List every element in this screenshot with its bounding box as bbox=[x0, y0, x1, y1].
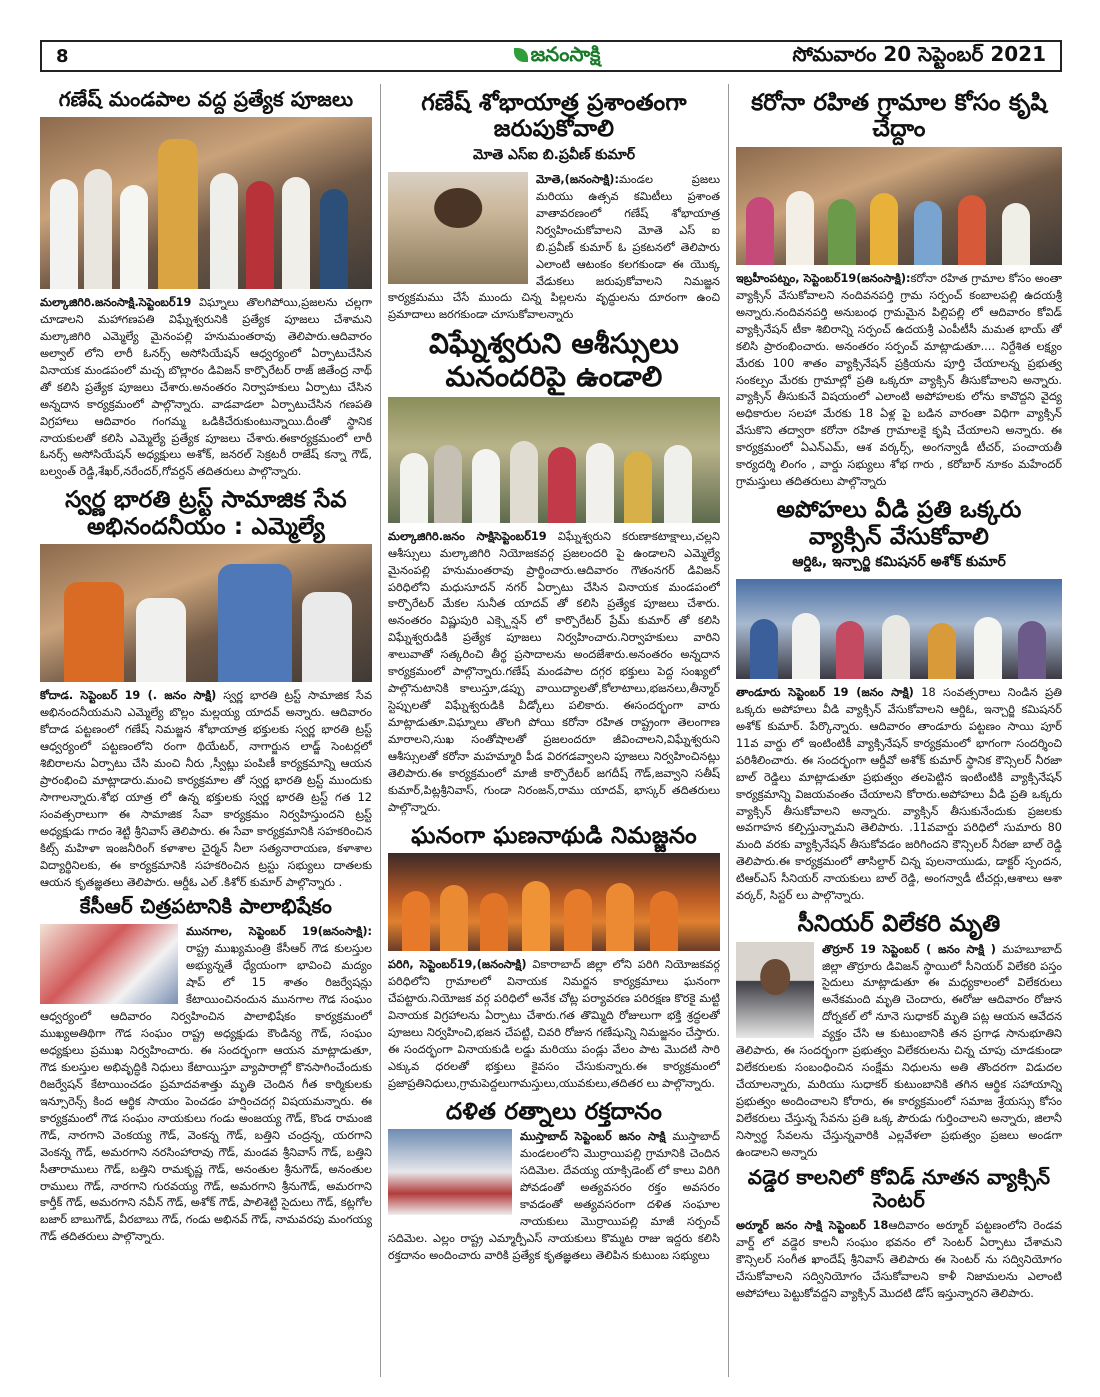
headline: కరోనా రహిత గ్రామాల కోసం కృషి చేద్దాం bbox=[751, 90, 1047, 143]
paper-logo bbox=[482, 42, 632, 71]
article-swarna-bharathi-trust bbox=[40, 487, 372, 891]
article-body: అర్మూర్ జనం సాక్షి సెప్టెంబర్ 18ఆదివారం అర్మూర్ పట్టణంలోని రెండవ వార్డ్ లో వడ్డెర కాలనీ సంఘం భవనం లో సెంటర్ ఏర్పాటు చేశామని కౌన్సిలర్ సంగీత ఖాందేష్ శ్రీనివాస్ తెలిపారు ఈ సెంటర్ ను సద్వినియోగం చేసుకోవాలని సద్వినియోగం చేసుకోవాలని కాళీ నిజామలను ఎలాంటి అపోహాలు పెట్టుకోవద్దని వ్యాక్సిన్ మొదటి డోస్ ఇస్తున్నారని తెలిపారు. bbox=[736, 1218, 1062, 1300]
column-2 bbox=[388, 84, 720, 1377]
headline: విఘ్నేశ్వరుని ఆశీస్సులు మనందరిపై ఉండాలి bbox=[428, 327, 679, 393]
article-vaccine-without-doubts bbox=[736, 497, 1062, 905]
article-corona-free-villages bbox=[736, 90, 1062, 491]
column-3 bbox=[736, 84, 1062, 1377]
headline: వడ్డెర కాలనిలో కోవిడ్ నూతన వ్యాక్సిన్ సెంటర్ bbox=[747, 1164, 1051, 1212]
article-body: కోదాడ. సెప్టెంబర్ 19 (. జనం సాక్షి) స్వర్ణ భారతి ట్రస్ట్ సామాజిక సేవ అభినందనీయమని ఎమ్మెల్యే బొల్లం మల్లయ్య యాదవ్ అన్నారు. ఆదివారం కోదాడ పట్టణంలో గణేష్ నిమజ్జన శోభాయాత్ర భక్తులకు స్వర్ణ భారతి ట్రస్ట్ ఆధ్వర్యంలో పట్టణంలోని రంగా థియేటర్, నాగార్జున లాడ్జ్ సెంటర్లలో శిబిరాలను ఏర్పాటు చేసి మంచి నీరు ,స్వీట్లు పంపిణీ కార్యక్రమాన్ని ఆయన ప్రారంభించి మాట్లాడారు.మంచి కార్యక్రమాల తో స్వర్ణ భారతి ట్రస్ట్ ముందుకు సాగాలన్నారు.శోభ యాత్ర లో ఉన్న భక్తులకు స్వర్ణ భారతి ట్రస్ట్ గత 12 సంవత్సరాలుగా ఈ సామాజిక సేవా కార్యక్రమం నిర్వహిస్తుందని ట్రస్ట్ అధ్యక్షుడు గాదం శెట్టి శ్రీనివాస్ తెలిపారు. ఈ సేవా కార్యక్రమానికి సహకరించిన కిట్స్ మహిళా ఇంజనీరింగ్ కళాశాల చైర్మన్ నీలా సత్యనారాయణ, కళాశాల విద్యార్థినిలకు, ఈ కార్యక్రమానికి సహకరించిన ట్రస్టు సభ్యులు దాతలకు ఆయన కృతజ్ఞతలు తెలిపారు. ఆర్డీఓ ఎల్ .కిశోర్ కుమార్ పాల్గొన్నారు . bbox=[40, 689, 372, 889]
headline: కేసీఆర్ చిత్రపటానికి పాలాభిషేకం bbox=[79, 894, 333, 919]
article-blood-donation bbox=[388, 1099, 720, 1265]
article-vaddera-colony-vaccine-center bbox=[736, 1166, 1062, 1303]
leaf-icon bbox=[514, 48, 528, 62]
headline: గణేష్ శోభాయాత్ర ప్రశాంతంగా జరుపుకోవాలి bbox=[421, 90, 687, 143]
article-ganesh-mandapam-pujas bbox=[40, 88, 372, 481]
subheadline: మోతె ఎస్ఐ బి.ప్రవీణ్ కుమార్ bbox=[472, 146, 636, 163]
column-divider bbox=[380, 84, 381, 1377]
photo-kcr-portrait bbox=[40, 924, 178, 1004]
article-body: ముస్తాబాద్ సెప్టెంబర్ జనం సాక్షి ముస్తాబాద్ మండలంలోని మొర్రాయిపల్లి గ్రామానికి చెందిన సదిమెల. దేవయ్య యాక్సిడెంట్ లో కాలు విరిగి పోవడంతో అత్యవసరం రక్తం అవసరం కావడంతో అత్యవసరంగా దళిత సంఘాల నాయకులు మొర్రాయిపల్లి మాజీ సర్పంచ్ సదిమెల. ఎల్లం రాష్ట్ర ఎమ్మార్పీఎస్ నాయకులు కొమ్మట రాజు ఇద్దరు కలిసి రక్తదానం అందించారు వారికి ప్రత్యేక కృతజ్ఞతలు తెలిపిన కుటుంబ సభ్యులు bbox=[388, 1130, 720, 1262]
article-kcr-palabhishekam bbox=[40, 895, 372, 1246]
subheadline: ఆర్డిఓ, ఇన్చార్జి కమిషనర్ అశోక్ కుమార్ bbox=[792, 553, 1006, 570]
article-body: తాండూరు సెప్టెంబర్ 19 (జనం సాక్షి) 18 సంవత్సరాలు నిండిన ప్రతి ఒక్కరు అపోహలు వీడి వ్యాక్సిన్ వేసుకోవాలని ఆర్డిఓ, ఇన్చార్జి కమిషనర్ అశోక్ కుమార్. పేర్కొన్నారు. ఆదివారం తాండూరు పట్టణం సాయి పూర్ 11వ వార్డు లో ఇంటింటికీ వ్యాక్సినేషన్ కార్యక్రమంలో భాగంగా సందర్శించి పరిశీలించారు. ఈ సందర్భంగా ఆర్డీవో అశోక్ కుమార్ స్థానిక కౌన్సిలర్ నీరజా బాల్ రెడ్డిలు మాట్లాడుతూ ప్రభుత్వం తలపెట్టిన ఇంటింటికి వ్యాక్సినేషన్ కార్యక్రమాన్ని విజయవంతం చేయాలని కోరారు.అపోహలు వీడి ప్రతి ఒక్కరు వ్యాక్సిన్ తీసుకోవాలని అన్నారు. వ్యాక్సిన్ తీసుకునేందుకు ప్రజలకు అవగాహన కల్పిస్తున్నామని తెలిపారు. .11వవార్డు పరిధిలో సుమారు 80 మంది వరకు వ్యాక్సినేషన్ తీసుకోవడం జరిగిందని కౌన్సిలర్ నీరజా బాల్ రెడ్డి తెలిపారు.ఈ కార్యక్రమంలో తాసిల్దార్ చిన్న పులనాయుడు, డాక్టర్ స్పందన, టిఆర్ఎస్ సీనియర్ నాయకులు బాల్ రెడ్డి, అంగన్వాడీ టీచర్లు,ఆశాలు ఆశా వర్కర్, సిస్టర్ లు పాల్గొన్నారు. bbox=[736, 685, 1062, 903]
photo-blood-donation bbox=[388, 1129, 512, 1215]
headline: ఘనంగా ఘణనాథుడి నిమజ్జనం bbox=[411, 822, 697, 849]
issue-date: సోమవారం 20 సెప్టెంబర్ 2021 bbox=[792, 41, 1046, 66]
article-vighneshwara-blessings bbox=[388, 328, 720, 816]
column-divider bbox=[728, 84, 729, 1377]
article-body: మునగాల, సెప్టెంబర్ 19(జనంసాక్షి): రాష్ట్ర ముఖ్యమంత్రి కేసీఆర్ గౌడ కులస్తుల అభ్యున్నతే ధ్యేయంగా భావించి మద్యం షాప్ లో 15 శాతం రిజర్వేషన్లు కేటాయించినందున మునగాల గౌడ సంఘం ఆధ్వర్యంలో ఆదివారం నిర్వహించిన పాలాభిషేకం కార్యక్రమంలో ముఖ్యఅతిథిగా గౌడ సంఘం రాష్ట్ర అధ్యక్షుడు కౌండిన్య గౌడ్, సంఘం అధ్యక్షులు ప్రముఖ నిర్వహించారు. ఈ సందర్భంగా ఆయన మాట్లాడుతూ, గౌడ కులస్తుల అభివృద్ధికి నిధులు కేటాయిస్తూ వ్యాపారాల్లో కొనసాగించేందుకు రిజర్వేషన్ కేటాయించడం ప్రమాదవశాత్తు మృతి చెందిన గీత కార్మికులకు ఇన్సూరెన్స్ కింద ఆర్థిక సాయం పెంచడం హర్షించదగ్గ విషయమన్నారు. ఈ కార్యక్రమంలో గౌడ సంఘం నాయకులు గండు అంజయ్య గౌడ్, కొండ రామంజి గౌడ్, నారగాని వెంకయ్య గౌడ్, వెంకన్న గౌడ్, బత్తిని చంద్రన్న, యరగాని వెంకన్న గౌడ్, అమరగాని నరసింహారావు గౌడ్, మండవ శ్రీనివాస్ గౌడ్, బత్తిని సీతారాములు గౌడ్, బత్తిని రామకృష్ణ గౌడ్, అనంతుల శ్రీనుగౌడ్, అనంతుల రాములు గౌడ్, నారగాని గురవయ్య గౌడ్, అమరగాని శ్రీనుగౌడ్, అమరగాని కార్తీక్ గౌడ్, అమరగాని నవీన్ గౌడ్, అశోక్ గౌడ్, పాలిశెట్టి సైదులు గౌడ్, కట్లగోల బజార్ బాబుగౌడ్, వీరబాబు గౌడ్, గండు అభినవ్ గౌడ్, నామవరపు మంగయ్య గౌడ్ తదితరులు పాల్గొన్నారు. bbox=[40, 925, 372, 1244]
photo-vaccination-camp bbox=[736, 147, 1062, 265]
photo-immersion-procession bbox=[388, 853, 720, 951]
article-body: మల్కాజిగిరి.జనంసాక్షి.సెప్టెంబర్19 విఘ్నాలు తొలగిపోయి,ప్రజలను చల్లగా చూడాలని మహాగణపతి విఘ్నేశ్వరునికి ప్రత్యేక పూజలు చేశామని మల్కాజిగిరి ఎమ్మెల్యే మైనంపల్లి హనుమంతరావు తెలిపారు.ఆదివారం అల్వాల్ లోని లారీ ఓనర్స్ అసోసియేషన్ ఆధ్వర్యంలో ఏర్పాటుచేసిన వినాయక మండపంలో మచ్చ బొల్లారం డివిజన్ కార్పొరేటర్ రాజ్ జితేంద్ర నాథ్ తో కలిసి ప్రత్యేక పూజలు చేశారు.అనంతరం నిర్వాహకులు ఏర్పాటు చేసిన అన్నదాన కార్యక్రమంలో పాల్గొన్నారు. వాడవాడలా ఏర్పాటుచేసిన గణపతి విగ్రహాలు ఆదివారం గంగమ్మ ఒడికిచేరుకుంటున్నాయి.దీంతో స్థానిక నాయకులతో కలిసి ఎమ్మెల్యే ప్రత్యేక పూజలు చేశారు.ఈకార్యక్రమంలో లారీ ఓనర్స్ అసోసియేషన్ అధ్యక్షులు అశోక్, జనరల్ సెక్రటరీ రాజేష్ కన్నా గౌడ్, బల్వంత్ రెడ్డి,శేఖర్,నరేందర్,గోవర్దన్ తదితరులు పాల్గొన్నారు. bbox=[40, 296, 372, 479]
article-body: ఇబ్రహీంపట్నం, సెప్టెంబర్19(జనంసాక్షి):కరోనా రహిత గ్రామాల కోసం అంతా వ్యాక్సిన్ వేసుకోవాలని నందివనపర్తి గ్రామ సర్పంచ్ కంబాలపల్లి ఉదయశ్రీ అన్నారు.నందివనపర్తి అనుబంధ గ్రామమైన పిల్లిపల్లి లో ఆదివారం కోవిడ్ వ్యాక్సినేషన్ టీకా శిబిరాన్ని సర్పంచ్ ఉదయశ్రీ ఎంపీటీసీ మమత భాయ్ తో కలిసి ప్రారంభించారు. అనంతరం సర్పంచ్ మాట్లాడుతూ.... నిర్దేశిత లక్ష్యం మేరకు 100 శాతం వ్యాక్సినేషన్ ప్రక్రియను పూర్తి చేయాలన్న ప్రభుత్వ సంకల్పం మేరకు గ్రామాల్లో ప్రతి ఒక్కరూ వ్యాక్సిన్ తీసుకోవాలని అన్నారు. వ్యాక్సిన్ తీసుకునే విషయంలో ఎలాంటి అపోహలకు లోను కావొద్దని వైద్య అధికారుల సలహా మేరకు 18 ఏళ్ల పై బడిన వారంతా విధిగా వ్యాక్సిన్ వేసుకొని తద్వారా కరోనా రహిత గ్రామాలకై కృషి చేయాలని అన్నారు. ఈ కార్యక్రమంలో ఏఎన్ఎమ్, ఆశ వర్కర్స్, అంగన్వాడీ టీచర్, పంచాయతీ కార్యదర్శి లింగం , వార్డు సభ్యులు శోభ గారు , కరోబార్ నూకం మహేందర్ గ్రామస్తులు తదితరులు పాల్గొన్నారు bbox=[736, 271, 1062, 489]
paper-name: జనంసాక్షి bbox=[530, 41, 601, 66]
photo-door-to-door-vaccination bbox=[736, 579, 1062, 679]
masthead bbox=[40, 40, 1062, 72]
photo-si-praveen-kumar bbox=[388, 172, 528, 284]
article-body: మోతె,(జనంసాక్షి):మండల ప్రజలు మరియు ఉత్సవ కమిటీలు ప్రశాంత వాతావరణంలో గణేష్ శోభాయాత్ర నిర్వహించుకోవాలని మోతె ఎస్ ఐ బి.ప్రవీణ్ కుమార్ ఓ ప్రకటనలో తెలిపారు ఎలాంటి ఆటంకం కలగకుండా ఈ యొక్క వేడుకలు జరుపుకోవాలని నిమజ్జన కార్యక్రమము చేసే ముందు చిన్న పిల్లలను వృద్ధులను దూరంగా ఉంచి ప్రమాదాలు జరగకుండా చూసుకోవాలన్నారు bbox=[388, 172, 720, 322]
article-body: తొర్రూర్ 19 సెప్టెంబర్ ( జనం సాక్షి ) మహబూబాద్ జిల్లా తొర్రూరు డివిజన్ స్థాయిలో సీనియర్ విలేకరి పస్తం సైదులు మాట్లాడుతూ ఈ మధ్యకాలంలో విలేకరులు అనేకమంది మృతి చెందారు, ఈరోజు ఆదివారం రోజున దోర్నకల్ లో నూనె సుధాకర్ మృతి పట్ల ఆయన ఆవేదన వ్యక్తం చేసి ఆ కుటుంబానికి తన ప్రగాఢ సానుభూతిని తెలిపారు, ఈ సందర్భంగా ప్రభుత్వం విలేకరులను చిన్న చూపు చూడకుండా విలేకరులకు సంబంధించిన సంక్షేమ నిధులను అతి తొందరగా విడుదల చేయాలన్నారు, మరియు సుధాకర్ కుటుంబానికి తగిన ఆర్థిక సహాయాన్ని ప్రభుత్వం అందించాలని కోరారు, ఈ కార్యక్రమంలో సమాజ శ్రేయస్సు కోసం విలేకరులు చేస్తున్న సేవను ప్రతి ఒక్క పౌరుడు గుర్తించాలని అన్నారు, జిలానీ నిస్వార్థ సేవలను చేస్తున్నవారికి ఎల్లవేళలా ప్రభుత్వం ప్రజలు అండగా ఉండాలని అన్నారు bbox=[736, 942, 1062, 1159]
photo-mla-ganesh-mandapam bbox=[388, 397, 720, 523]
article-ganesh-immersion bbox=[388, 823, 720, 1093]
headline: గణేష్ మండపాల వద్ద ప్రత్యేక పూజలు bbox=[58, 87, 354, 111]
headline: అపోహలు వీడి ప్రతి ఒక్కరు వ్యాక్సిన్ వేసుకోవాలి bbox=[776, 497, 1022, 550]
headline: సీనియర్ విలేకరి మృతి bbox=[797, 911, 1001, 938]
photo-mla-sweets bbox=[40, 544, 372, 682]
article-ganesh-shobhayatra bbox=[388, 90, 720, 324]
article-body: మల్కాజిగిరి.జనం సాక్షిసెప్టెంబర్19 విఘ్నేశ్వరుని కరుణాకటాక్షాలు,చల్లని ఆశీస్సులు మల్కాజిగిరి నియోజకవర్గ ప్రజలందరి పై ఉండాలని ఎమ్మెల్యే మైనంపల్లి హనుమంతరావు ప్రార్థించారు.ఆదివారం గౌతంనగర్ డివిజన్ పరిధిలోని మధుసూదన్ నగర్ ఏర్పాటు చేసిన వినాయక మండపంలో కార్పొరేటర్ మేకల సునీత యాదవ్ తో కలిసి ప్రత్యేక పూజలు చేశారు. అనంతరం విష్ణుపురి ఎక్స్టెన్షన్ లో కార్పొరేటర్ ప్రేమ్ కుమార్ తో కలిసి విఘ్నేశ్వరుడికి ప్రత్యేక పూజలు నిర్వహించారు.నిర్వాహకులు వారిని శాలువాతో సత్కరించి తీర్థ ప్రసాదాలను అందజేశారు.అనంతరం అన్నదాన కార్యక్రమంలో పాల్గొన్నారు.గణేష్ మండపాల దగ్గర భక్తులు పెద్ద సంఖ్యలో పాల్గొనుటానికి కాలుస్తూ,డప్పు వాయిద్యాలతో,కోలాటాలు,భజనలు,తీన్మార్ స్టెప్పులతో విఘ్నేశ్వరుడికి వీడ్కోలు పలికారు. ఈసందర్భంగా వారు మాట్లాడుతూ.విఘ్నాలు తొలగి పోయి కరోనా రహిత రాష్ట్రంగా తెలంగాణ మారాలని,సుఖ సంతోషాలతో ప్రజలందరూ జీవించాలని,విఘ్నేశ్వరుని ఆశీస్సులతో కరోనా మహమ్మారి పీడ విరగడవ్వాలని పూజలు నిర్వహించినట్లు తెలిపారు.ఈ కార్యక్రమంలో మాజీ కార్పొరేటర్ జగదీష్ గౌడ్,జవ్వాని సతీష్ కుమార్,పిట్లశ్రీనివాస్, గుండా నిరంజన్,రాము యాదవ్, భాస్కర్ తదితరులు పాల్గొన్నారు. bbox=[388, 529, 720, 814]
headline: దళిత రత్నాలు రక్తదానం bbox=[445, 1098, 663, 1125]
article-body: పరిగి, సెప్టెంబర్19,(జనంసాక్షి) వికారాబాద్ జిల్లా లోని పరిగి నియోజకవర్గ పరిధిలోని గ్రామాలలో వినాయక నిమర్జన కార్యక్రమాలు ఘనంగా చేపట్టారు.నియోజక వర్గ పరిధిలో అనేక చోట్ల పర్యావరణ పరిరక్షణ కొరకై మట్టి వినాయక విగ్రహాలను ఏర్పాటు చేశారు.గత తొమ్మిది రోజులుగా భక్తి శ్రద్ధలతో పూజలు నిర్వహించి,భజన చేపట్టి, చివరి రోజున గణేషున్ని నిమజ్జనం చేస్తారు. ఈ సందర్భంగా వినాయకుడి లడ్డు మరియు పండ్లు వేలం పాట మొదటి సారి ఎక్కువ ధరలతో భక్తులు కైవసం చేసుకున్నారు.ఈ కార్యక్రమంలో ప్రజాప్రతినిధులు,గ్రామపెద్దలుగామస్తులు,యువకులు,తదితర లు పాల్గొన్నారు. bbox=[388, 958, 720, 1090]
page-number: 8 bbox=[56, 45, 69, 67]
photo-reporter-portrait bbox=[736, 942, 814, 1038]
column-1 bbox=[40, 84, 372, 1377]
photo-ganesh-pujas bbox=[40, 117, 372, 289]
article-senior-reporter-death bbox=[736, 911, 1062, 1162]
headline: స్వర్ణ భారతి ట్రస్ట్ సామాజిక సేవ అభినందనీయం : ఎమ్మెల్యే bbox=[65, 487, 347, 540]
